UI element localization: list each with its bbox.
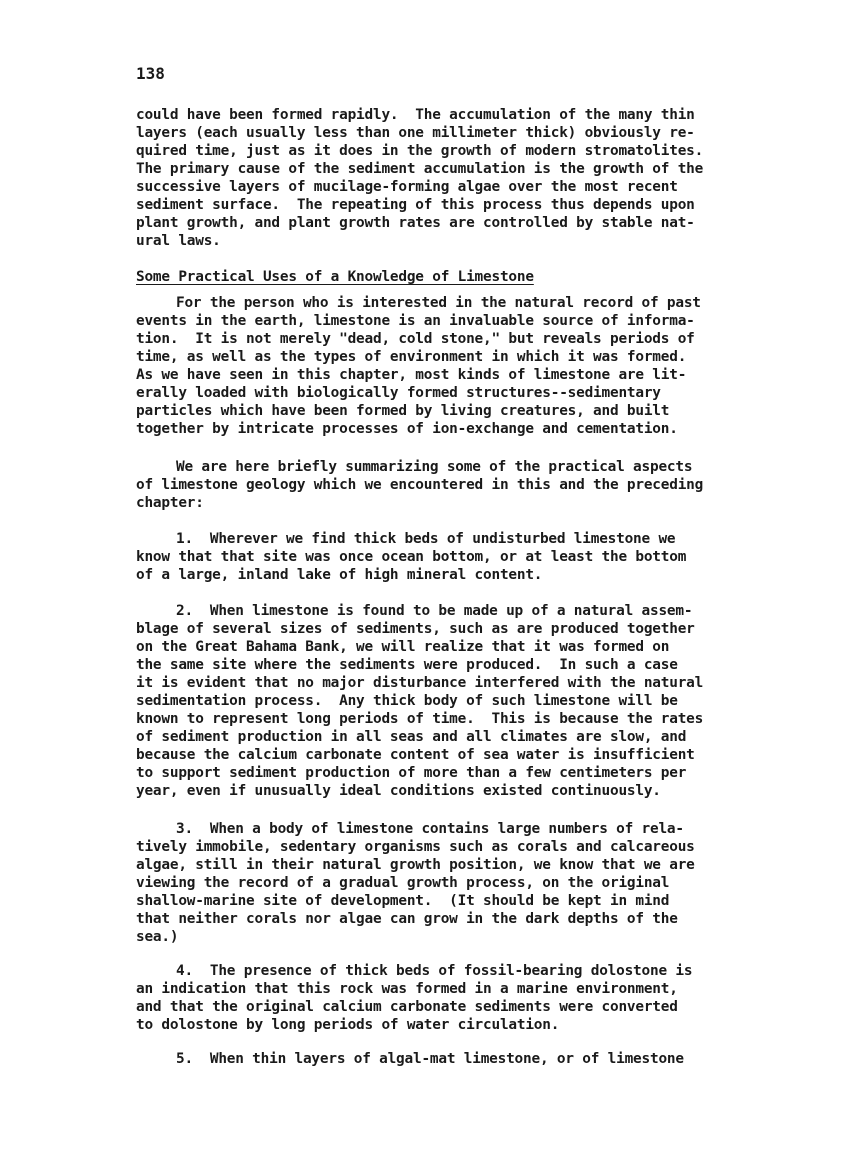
text-line: of sediment production in all seas and all climates are slow, and	[136, 729, 687, 745]
text-line: tion. It is not merely "dead, cold stone," but reveals periods of	[136, 331, 695, 347]
text-line: sedimentation process. Any thick body of such limestone will be	[136, 693, 678, 709]
text-line: to support sediment production of more than a few centimeters per	[136, 765, 687, 781]
text-line: viewing the record of a gradual growth process, on the original	[136, 875, 670, 891]
text-line: could have been formed rapidly. The accumulation of the many thin	[136, 107, 695, 123]
list-item-1: 1. Wherever we find thick beds of undisturbed limestone we	[176, 531, 676, 547]
text-line: year, even if unusually ideal conditions existed continuously.	[136, 783, 661, 799]
text-line: quired time, just as it does in the growth of modern stromatolites.	[136, 143, 704, 159]
text-line: of a large, inland lake of high mineral content.	[136, 567, 543, 583]
text-line: plant growth, and plant growth rates are controlled by stable nat-	[136, 215, 695, 231]
section-heading: Some Practical Uses of a Knowledge of Limestone	[136, 269, 534, 285]
text-line: it is evident that no major disturbance interfered with the natural	[136, 675, 704, 691]
list-item-4: 4. The presence of thick beds of fossil-bearing dolostone is	[176, 963, 693, 979]
text-line: time, as well as the types of environment in which it was formed.	[136, 349, 687, 365]
text-line: the same site where the sediments were produced. In such a case	[136, 657, 678, 673]
text-line: that neither corals nor algae can grow in the dark depths of the	[136, 911, 678, 927]
text-line: layers (each usually less than one millimeter thick) obviously re-	[136, 125, 695, 141]
text-line: on the Great Bahama Bank, we will realize that it was formed on	[136, 639, 670, 655]
text-line: sea.)	[136, 929, 179, 945]
text-line: For the person who is interested in the natural record of past	[176, 295, 701, 311]
text-line: events in the earth, limestone is an invaluable source of informa-	[136, 313, 695, 329]
text-line: to dolostone by long periods of water circulation.	[136, 1017, 560, 1033]
text-line: know that that site was once ocean bottom, or at least the bottom	[136, 549, 687, 565]
page-number: 138	[136, 64, 165, 83]
list-item-3: 3. When a body of limestone contains large numbers of rela-	[176, 821, 684, 837]
text-line: ural laws.	[136, 233, 221, 249]
text-line: known to represent long periods of time. This is because the rates	[136, 711, 704, 727]
text-line: algae, still in their natural growth position, we know that we are	[136, 857, 695, 873]
text-line: The primary cause of the sediment accumulation is the growth of the	[136, 161, 704, 177]
text-line: chapter:	[136, 495, 204, 511]
text-line: particles which have been formed by living creatures, and built	[136, 403, 670, 419]
list-item-2: 2. When limestone is found to be made up of a natural assem-	[176, 603, 693, 619]
text-line: of limestone geology which we encountered in this and the preceding	[136, 477, 704, 493]
text-line: shallow-marine site of development. (It should be kept in mind	[136, 893, 670, 909]
text-line: an indication that this rock was formed in a marine environment,	[136, 981, 678, 997]
text-line: and that the original calcium carbonate sediments were converted	[136, 999, 678, 1015]
text-line: tively immobile, sedentary organisms such as corals and calcareous	[136, 839, 695, 855]
text-line: We are here briefly summarizing some of the practical aspects	[176, 459, 693, 475]
text-line: together by intricate processes of ion-exchange and cementation.	[136, 421, 678, 437]
text-line: erally loaded with biologically formed structures--sedimentary	[136, 385, 661, 401]
text-line: because the calcium carbonate content of sea water is insufficient	[136, 747, 695, 763]
text-line: sediment surface. The repeating of this process thus depends upon	[136, 197, 695, 213]
text-line: As we have seen in this chapter, most kinds of limestone are lit-	[136, 367, 687, 383]
text-line: blage of several sizes of sediments, such as are produced together	[136, 621, 695, 637]
list-item-5: 5. When thin layers of algal-mat limestone, or of limestone	[176, 1051, 684, 1067]
text-line: successive layers of mucilage-forming algae over the most recent	[136, 179, 678, 195]
